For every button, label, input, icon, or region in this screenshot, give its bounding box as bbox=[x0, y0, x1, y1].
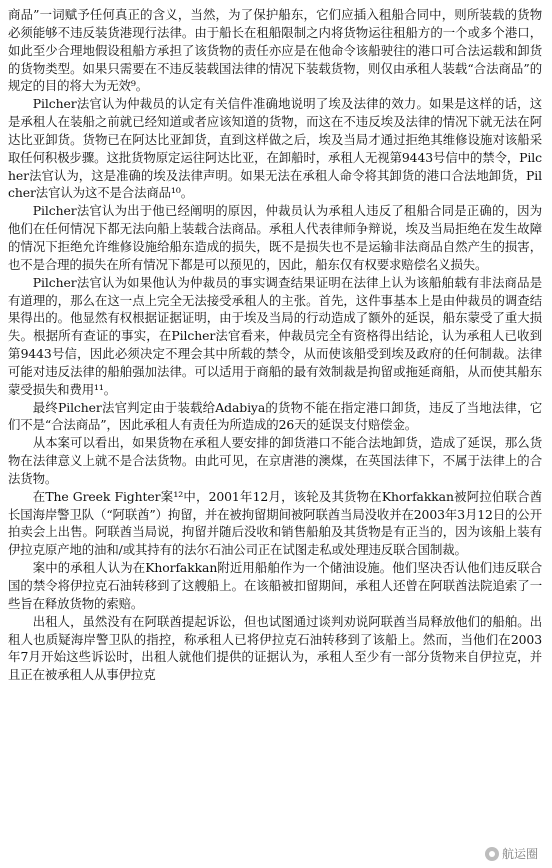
watermark-text: 航运圈 bbox=[501, 847, 538, 861]
paragraph-arbitrator-breach: Pilcher法官认为出于他已经阐明的原因，仲裁员认为承租人违反了租船合同是正确的，因为他们在任何情况下都无法向船上装载合法商品。承租人代表律师争辩说，埃及当局拒绝在发生故障的情况下拒绝允许维修设施给船东造成的损失，既不是损失也不是运输非法商品自然产生的损害，也不是合理的损失在所有情况下都是可以预见的，因此，船东仅有权要求赔偿名义损失。 bbox=[8, 203, 542, 272]
paragraph-illegal-cargo: Pilcher法官认为如果他认为仲裁员的事实调查结果证明在法律上认为该船舶载有非法商品是有道理的，那么在这一点上完全无法接受承租人的主张。首先，这件事基本上是由仲裁员的调查结果得出的。他显然有权根据证据证明，由于埃及当局的行动造成了额外的延误，船东蒙受了重大损失。根据所有查证的事实，在Pilcher法官看来，仲裁员完全有资格得出结论，认为承租人已收到第9443号信，因此必须决定不理会其中所载的禁令，从而使该船受到埃及政府的任何制裁。法律可能对违反法律的船舶强加法律。可以适用于商船的最有效制裁是拘留或拖延商船，从而使其船东蒙受损失和费用¹¹。 bbox=[8, 274, 542, 397]
wechat-logo-icon bbox=[485, 847, 499, 861]
paragraph-greek-fighter: 在The Greek Fighter案¹²中，2001年12月，该轮及其货物在Khorfakkan被阿拉伯联合酋长国海岸警卫队（“阿联酋”）拘留，并在被拘留期间被阿联酋当局没收并在2003年3月12日的公开拍卖会上出售。阿联酋当局说，拘留并随后没收和销售船舶及其货物是有正当的，因为该船上装有伊拉克原产地的油和/或其持有的法尔石油公司正在试图走私或处理违反联合国制裁。 bbox=[8, 488, 542, 558]
watermark bbox=[485, 845, 538, 862]
paragraph-charterers-claim: 案中的承租人认为在Khorfakkan附近用船舶作为一个储油设施。他们坚决否认他们违反联合国的禁令将伊拉克石油转移到了这艘船上。在该船被扣留期间，承租人还曾在阿联酋法院追索了一些旨在释放货物的索赔。 bbox=[8, 560, 542, 611]
paragraph-conclusion: 从本案可以看出，如果货物在承租人要安排的卸货港口不能合法地卸货，造成了延误，那么货物在法律意义上就不是合法货物。由此可见，在京唐港的澳煤，在英国法律下，不属于法律上的合法货物。 bbox=[8, 435, 542, 486]
paragraph-continuation: 商品”一词赋予任何真正的含义，当然，为了保护船东，它们应插入租船合同中，则所装载的货物必须能够不违反装货港现行法律。由于船长在租船限制之内将货物运往租船方的一个或多个港口，如此至少合理地假设租船方承担了该货物的责任亦应是在他命令该船驶往的港口可合法运载和卸货的货物类型。如果只需要在不违反装载国法律的情况下装载货物，则仅由承租人装载“合法商品”的规定的目的将大为无效⁹。 bbox=[8, 7, 542, 94]
document-page bbox=[8, 6, 542, 684]
paragraph-pilcher-egypt-law: Pilcher法官认为仲裁员的认定有关信件准确地说明了埃及法律的效力。如果是这样的话，这是承租人在装船之前就已经知道或者应该知道的货物，而这在不违反埃及法律的情况下就无法在阿达比亚卸货。货物已在阿达比亚卸货，直到这样做之后，埃及当局才通过拒绝其维修设施对该船采取任何积极步骤。这批货物原定运往阿达比亚，在卸船时，承租人无视第9443号信中的禁令，Pilcher法官认为，这是准确的埃及法律声明。如果无法在承租人命令将其卸货的港口合法地卸货，Pilcher法官认为这不是合法商品¹⁰。 bbox=[8, 96, 542, 201]
paragraph-final-judgment: 最终Pilcher法官判定由于装载给Adabiya的货物不能在指定港口卸货，违反了当地法律，它们不是“合法商品”，因此承租人有责任为所造成的26天的延误支付赔偿金。 bbox=[8, 399, 542, 433]
paragraph-owners: 出租人，虽然没有在阿联酋提起诉讼，但也试图通过谈判劝说阿联酋当局释放他们的船舶。出租人也质疑海岸警卫队的指控，称承租人已将伊拉克石油转移到了该船上。然而，当他们在2003年7月开始这些诉讼时，出租人就他们提供的证据认为，承租人至少有一部分货物来自伊拉克，并且正在被承租人从事伊拉克 bbox=[8, 613, 542, 683]
